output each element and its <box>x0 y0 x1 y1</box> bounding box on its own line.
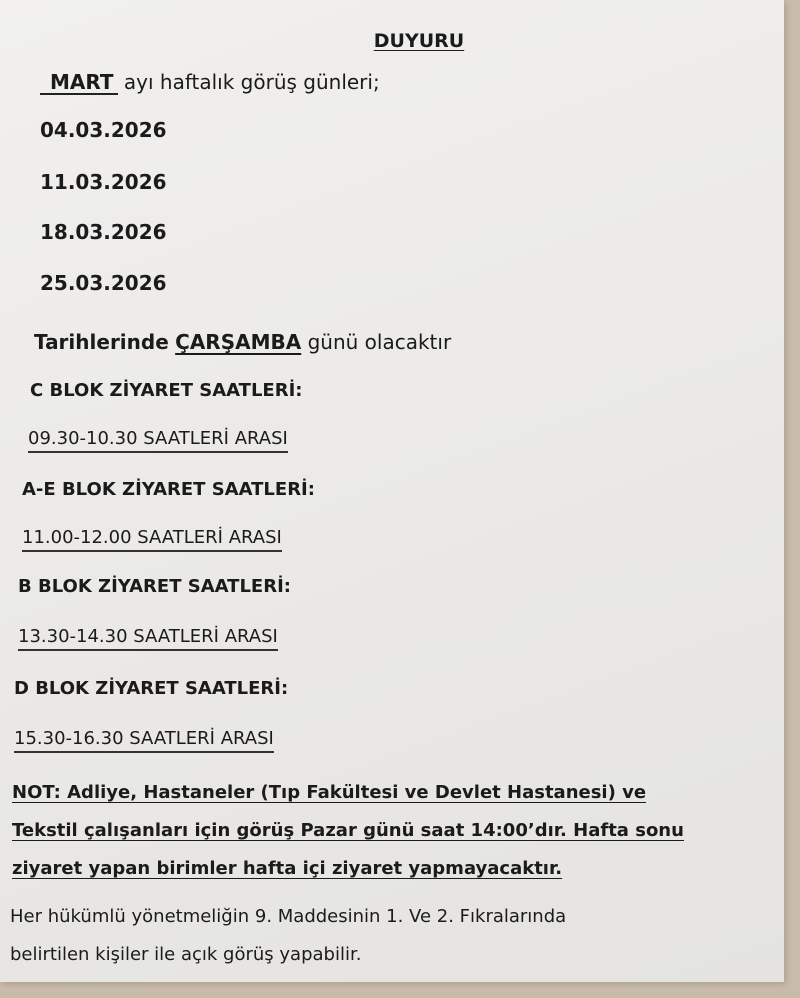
visit-day: ÇARŞAMBA <box>175 330 302 354</box>
block-hours: 15.30-16.30 SAATLERİ ARASI <box>14 728 274 753</box>
note-line: ziyaret yapan birimler hafta içi ziyaret yapmayacaktır. <box>12 858 563 879</box>
block-hours: 13.30-14.30 SAATLERİ ARASI <box>18 626 278 651</box>
footer-line: Her hükümlü yönetmeliğin 9. Maddesinin 1. Ve 2. Fıkralarında <box>10 906 567 927</box>
day-prefix: Tarihlerinde <box>34 330 169 354</box>
date-item: 11.03.2026 <box>40 170 167 194</box>
block-heading: A-E BLOK ZİYARET SAATLERİ: <box>22 479 315 500</box>
footer-line: belirtilen kişiler ile açık görüş yapabilir. <box>10 944 362 965</box>
note-line: Tekstil çalışanları için görüş Pazar günü saat 14:00’dır. Hafta sonu <box>12 820 684 841</box>
block-heading: D BLOK ZİYARET SAATLERİ: <box>14 678 289 699</box>
month-value: MART <box>40 71 118 95</box>
month-suffix: ayı haftalık görüş günleri; <box>123 70 380 94</box>
block-heading: C BLOK ZİYARET SAATLERİ: <box>30 380 303 401</box>
day-suffix: günü olacaktır <box>307 330 452 354</box>
block-hours: 11.00-12.00 SAATLERİ ARASI <box>22 527 282 552</box>
date-item: 18.03.2026 <box>40 220 167 244</box>
block-hours: 09.30-10.30 SAATLERİ ARASI <box>28 428 288 453</box>
notice-title: DUYURU <box>373 30 465 52</box>
note-line: NOT: Adliye, Hastaneler (Tıp Fakültesi ve Devlet Hastanesi) ve <box>12 782 647 803</box>
date-item: 04.03.2026 <box>40 118 167 142</box>
block-heading: B BLOK ZİYARET SAATLERİ: <box>18 576 291 597</box>
date-item: 25.03.2026 <box>40 271 167 295</box>
visit-day-line <box>34 330 451 354</box>
month-line <box>40 70 380 95</box>
